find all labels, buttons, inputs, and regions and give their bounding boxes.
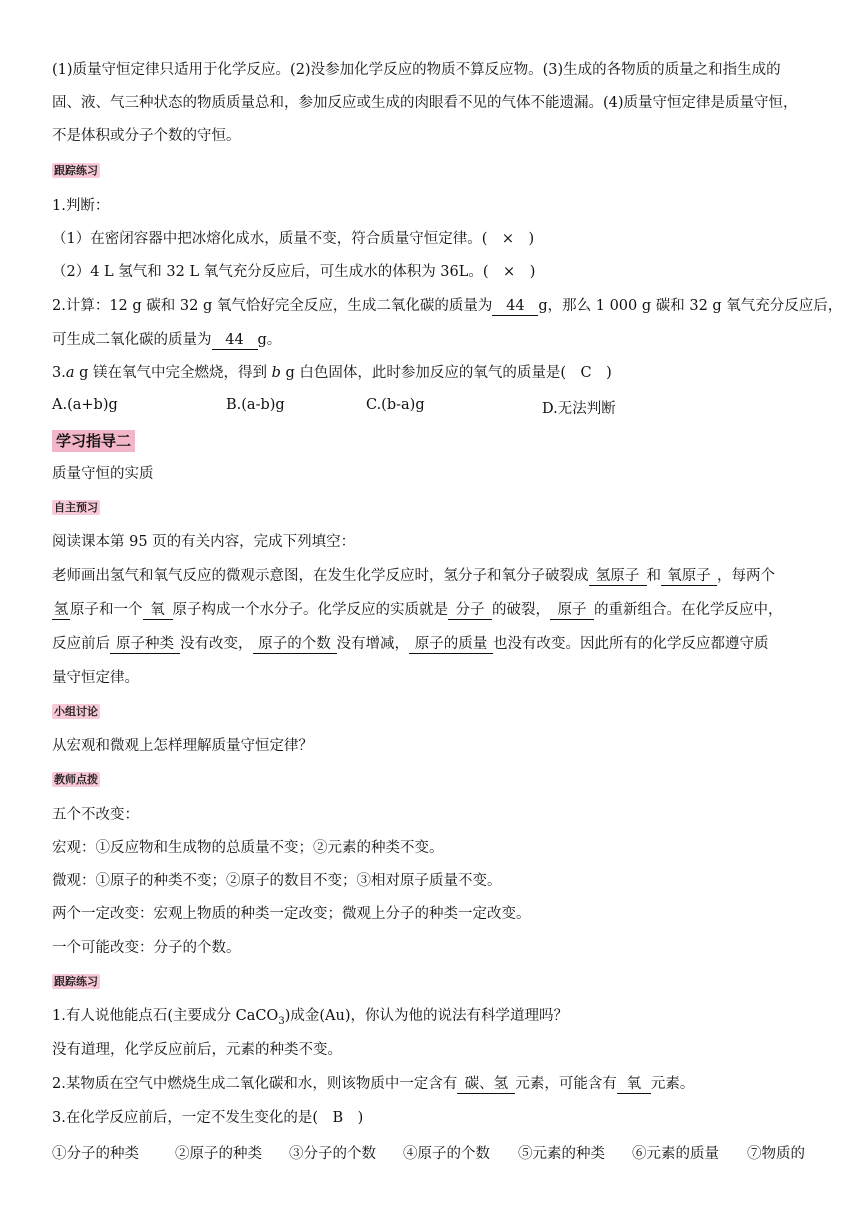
blank-atom-mass: 原子的质量 [409,635,493,654]
choice-item: ⑤元素的种类 [518,1146,605,1162]
discussion-question: 从宏观和微观上怎样理解质量守恒定律？ [52,738,313,754]
intro-line-3: 不是体积或分子个数的守恒。 [52,128,241,144]
q1-title: 1.判断： [52,198,110,214]
fill-text: 没有增减， [336,636,409,652]
q2-text-b: g，那么 1 000 g 碳和 32 g 氧气充分反应后， [538,298,843,314]
fill-text: 的重新组合。在化学反应中， [594,602,783,618]
p2-q2-text-b: 元素，可能含有 [515,1076,617,1092]
intro-line-1: (1)质量守恒定律只适用于化学反应。(2)没参加化学反应的物质不算反应物。(3)生成的各物质的质量之和指生成的 [52,62,781,78]
subscript: 3 [278,1015,285,1027]
p2-q2 [52,1074,812,1094]
fill-text: 原子和一个 [70,602,143,618]
q3-option-a: A.(a+b)g [52,397,118,413]
p2-q2-text-a: 2.某物质在空气中燃烧生成二氧化碳和水，则该物质中一定含有 [52,1076,458,1092]
q1-item-2: （2）4 L 氢气和 32 L 氧气充分反应后，可生成水的体积为 36L。( × ) [52,264,536,280]
q1-item-1: （1）在密闭容器中把冰熔化成水，质量不变，符合质量守恒定律。( × ) [52,231,535,247]
p2-q1-text-b: )成金(Au)，你认为他的说法有科学道理吗？ [284,1008,568,1024]
q3-text-a: 3. [52,365,66,381]
choice-item: ③分子的个数 [289,1146,376,1162]
q3-text-b: g 镁在氧气中完全燃烧，得到 [74,365,272,381]
tag-practice-1: 跟踪练习 [54,164,98,177]
fill-text: 和 [646,568,661,584]
read-instruction: 阅读课本第 95 页的有关内容，完成下列填空： [52,534,356,550]
blank-oxygen: 氧 [143,601,173,620]
q2-text-d: g。 [257,332,282,348]
p2-q1-text-a: 1.有人说他能点石(主要成分 CaCO [52,1008,279,1024]
q3-var-b: b [271,365,281,381]
q3-line [52,363,812,383]
choice-item: ①分子的种类 [52,1146,139,1162]
blank-hydrogen: 氢 [53,602,69,618]
choice-item: ②原子的种类 [175,1146,262,1162]
tag-self-preview: 自主预习 [54,501,98,514]
tag-practice-2: 跟踪练习 [54,975,98,988]
p2-q2-text-c: 元素。 [650,1076,695,1092]
p2-q1 [52,1006,812,1032]
fill-line-3 [52,634,812,654]
fill-text: 原子构成一个水分子。化学反应的实质就是 [172,602,448,618]
tag-teacher-tips: 教师点拨 [54,773,98,786]
q3-option-d: D.无法判断 [542,401,616,417]
fill-line-1 [52,566,812,586]
choice-item: ⑦物质的 [747,1146,805,1162]
q3-option-c: C.(b-a)g [366,397,425,413]
fill-line-2 [52,600,812,620]
fill-text: 老师画出氢气和氧气反应的微观示意图，在发生化学反应时，氢分子和氧分子破裂成 [52,568,589,584]
fill-text: 反应前后 [52,636,110,652]
q3-option-b: B.(a-b)g [226,397,285,413]
tip-line-1: 五个不改变： [52,807,139,823]
blank-oxygen-element: 氧 [617,1075,651,1094]
q3-text-c: g 白色固体，此时参加反应的氧气的质量是( C ) [280,365,612,381]
blank-oxygen-atom: 氧原子 [661,567,717,586]
choice-item: ⑥元素的质量 [632,1146,719,1162]
q2-text-a: 2.计算：12 g 碳和 32 g 氧气恰好完全反应，生成二氧化碳的质量为 [52,298,493,314]
blank-hydrogen-atom: 氢原子 [589,567,647,586]
tip-line-3: 微观：①原子的种类不变；②原子的数目不变；③相对原子质量不变。 [52,873,502,889]
section-subtitle: 质量守恒的实质 [52,466,154,482]
q2-answer-blank-1: 44 [492,297,538,316]
blank-molecule: 分子 [448,601,492,620]
tag-group-discussion: 小组讨论 [54,705,98,718]
p2-q1-answer: 没有道理，化学反应前后，元素的种类不变。 [52,1042,342,1058]
p2-q3: 3.在化学反应前后，一定不发生变化的是( B ) [52,1110,364,1126]
fill-text: 也没有改变。因此所有的化学反应都遵守质 [493,636,769,652]
intro-line-2: 固、液、气三种状态的物质质量总和，参加反应或生成的肉眼看不见的气体不能遗漏。(4)质量守恒定律是质量守恒， [52,95,798,111]
fill-line-4: 量守恒定律。 [52,670,139,686]
tip-line-4: 两个一定改变：宏观上物质的种类一定改变；微观上分子的种类一定改变。 [52,906,531,922]
fill-text: ，每两个 [717,568,775,584]
q2-answer-blank-2: 44 [212,331,258,350]
blank-atom-count: 原子的个数 [253,635,337,654]
blank-atom-kind: 原子种类 [110,635,180,654]
fill-text: 的破裂， [492,602,550,618]
blank-carbon-hydrogen: 碳、氢 [457,1075,515,1094]
q2-line-2 [52,330,812,350]
tip-line-2: 宏观：①反应物和生成物的总质量不变；②元素的种类不变。 [52,840,444,856]
tip-line-5: 一个可能改变：分子的个数。 [52,940,241,956]
q3-var-a: a [65,365,75,381]
choice-item: ④原子的个数 [403,1146,490,1162]
q2-text-c: 可生成二氧化碳的质量为 [52,332,212,348]
q2-line-1 [52,296,843,316]
fill-text: 没有改变， [180,636,253,652]
blank-atom: 原子 [550,601,594,620]
section-title-guide-2: 学习指导二 [52,430,135,452]
